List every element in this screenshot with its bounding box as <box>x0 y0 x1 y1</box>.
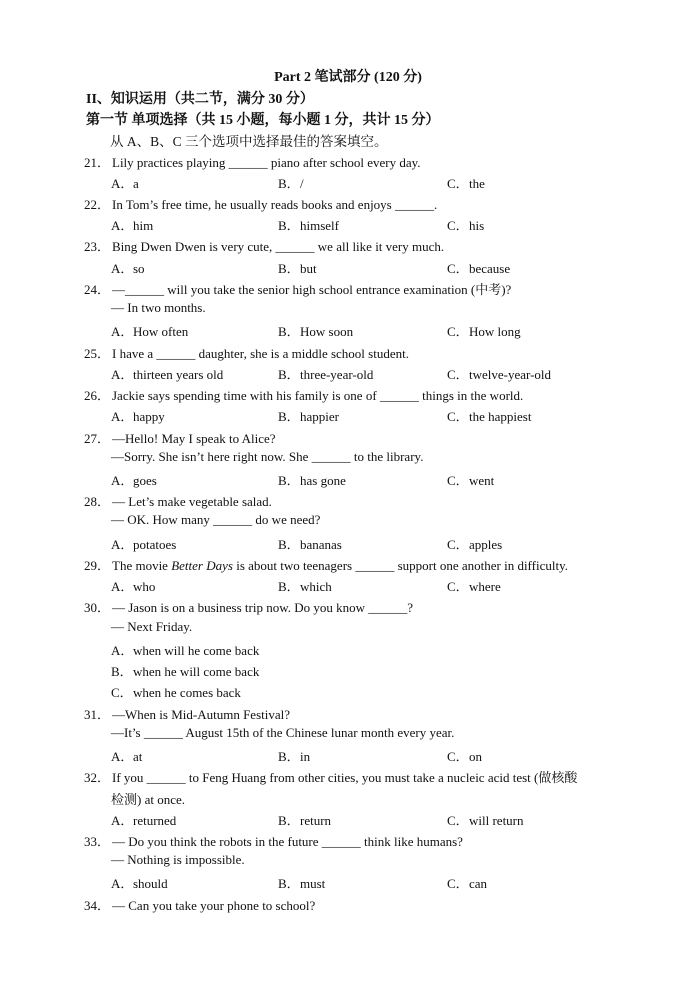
movie-title: Better Days <box>171 558 233 573</box>
question-text: In Tom’s free time, he usually reads books and enjoys ______. <box>112 197 438 212</box>
option-c: C．when he comes back <box>111 685 241 700</box>
option-c: C．the <box>447 176 485 191</box>
option-c: C．twelve-year-old <box>447 367 552 382</box>
option-b: B．How soon <box>278 324 354 339</box>
option-b: B．has gone <box>278 473 346 488</box>
question-30: 30． — Jason is on a business trip now. Do you know ______? <box>84 600 414 615</box>
dialogue-line: —It’s ______ August 15th of the Chinese lunar month every year. <box>111 725 455 740</box>
option-c: C．How long <box>447 324 521 339</box>
question-text: Jackie says spending time with his family is one of ______ things in the world. <box>112 388 524 403</box>
option-a: A．potatoes <box>111 537 177 552</box>
subsection-heading: 第一节 单项选择（共 15 小题，每小题 1 分，共计 15 分） <box>86 113 440 128</box>
question-text: —______ will you take the senior high school entrance examination (中考)? <box>112 282 512 297</box>
dialogue-line: — OK. How many ______ do we need? <box>111 512 321 527</box>
option-a: A．at <box>111 749 143 764</box>
option-a: A．thirteen years old <box>111 367 224 382</box>
dialogue-line: — Nothing is impossible. <box>111 852 245 867</box>
option-b: B．bananas <box>278 537 342 552</box>
question-33: 33． — Do you think the robots in the future ______ think like humans? <box>84 834 463 849</box>
option-c: C．will return <box>447 813 524 828</box>
question-text: If you ______ to Feng Huang from other cities, you must take a nucleic acid test (做核酸 <box>112 770 578 785</box>
question-text: — Let’s make vegetable salad. <box>112 494 272 509</box>
question-21: 21． Lily practices playing ______ piano after school every day. <box>84 155 421 170</box>
section-heading: II、知识运用（共二节，满分 30 分） <box>86 92 314 107</box>
option-c: C．his <box>447 218 485 233</box>
option-b: B．when he will come back <box>111 664 260 679</box>
question-25: 25． I have a ______ daughter, she is a middle school student. <box>84 346 409 361</box>
option-a: A．returned <box>111 813 177 828</box>
question-24: 24． —______ will you take the senior high school entrance examination (中考)? <box>84 282 512 297</box>
question-text: Bing Dwen Dwen is very cute, ______ we all like it very much. <box>112 239 445 254</box>
question-22: 22． In Tom’s free time, he usually reads books and enjoys ______. <box>84 197 438 212</box>
question-23: 23． Bing Dwen Dwen is very cute, ______ we all like it very much. <box>84 239 445 254</box>
option-c: C．where <box>447 579 501 594</box>
option-b: B．return <box>278 813 332 828</box>
question-continuation: 检测) at once. <box>111 792 186 807</box>
option-a: A．who <box>111 579 156 594</box>
option-b: B．/ <box>278 176 304 191</box>
option-c: C．apples <box>447 537 503 552</box>
option-b: B．in <box>278 749 311 764</box>
question-29: 29． The movie Better Days is about two teenagers ______ support one another in difficulty. <box>84 558 568 573</box>
question-32: 32． If you ______ to Feng Huang from other cities, you must take a nucleic acid test (做核酸 <box>84 770 578 785</box>
option-c: C．because <box>447 261 511 276</box>
option-c: C．on <box>447 749 482 764</box>
question-text: — Do you think the robots in the future ______ think like humans? <box>112 834 463 849</box>
option-b: B．himself <box>278 218 339 233</box>
question-text: — Can you take your phone to school? <box>112 898 316 913</box>
question-27: 27． —Hello! May I speak to Alice? <box>84 431 276 446</box>
option-b: B．three-year-old <box>278 367 374 382</box>
instruction-text: 从 A、B、C 三个选项中选择最佳的答案填空。 <box>110 134 388 149</box>
option-a: A．a <box>111 176 139 191</box>
option-a: A．him <box>111 218 154 233</box>
question-text: I have a ______ daughter, she is a middle school student. <box>112 346 409 361</box>
question-34: 34． — Can you take your phone to school? <box>84 898 316 913</box>
question-text: The movie Better Days is about two teenagers ______ support one another in difficulty. <box>112 558 568 573</box>
question-text: — Jason is on a business trip now. Do you know ______? <box>112 600 414 615</box>
option-b: B．which <box>278 579 332 594</box>
question-text: —When is Mid-Autumn Festival? <box>112 707 291 722</box>
dialogue-line: —Sorry. She isn’t here right now. She ______ to the library. <box>111 449 424 464</box>
question-text: Lily practices playing ______ piano after school every day. <box>112 155 421 170</box>
option-a: A．so <box>111 261 145 276</box>
option-a: A．happy <box>111 409 165 424</box>
option-a: A．when will he come back <box>111 643 260 658</box>
option-b: B．must <box>278 876 326 891</box>
option-c: C．the happiest <box>447 409 532 424</box>
option-b: B．happier <box>278 409 339 424</box>
option-a: A．How often <box>111 324 189 339</box>
dialogue-line: — In two months. <box>111 300 206 315</box>
dialogue-line: — Next Friday. <box>111 619 193 634</box>
option-a: A．should <box>111 876 168 891</box>
option-c: C．can <box>447 876 488 891</box>
option-a: A．goes <box>111 473 157 488</box>
page-title: Part 2 笔试部分 (120 分) <box>274 70 422 85</box>
question-text: —Hello! May I speak to Alice? <box>112 431 276 446</box>
question-26: 26． Jackie says spending time with his family is one of ______ things in the world. <box>84 388 524 403</box>
question-31: 31． —When is Mid-Autumn Festival? <box>84 707 291 722</box>
option-b: B．but <box>278 261 317 276</box>
option-c: C．went <box>447 473 495 488</box>
question-28: 28． — Let’s make vegetable salad. <box>84 494 272 509</box>
